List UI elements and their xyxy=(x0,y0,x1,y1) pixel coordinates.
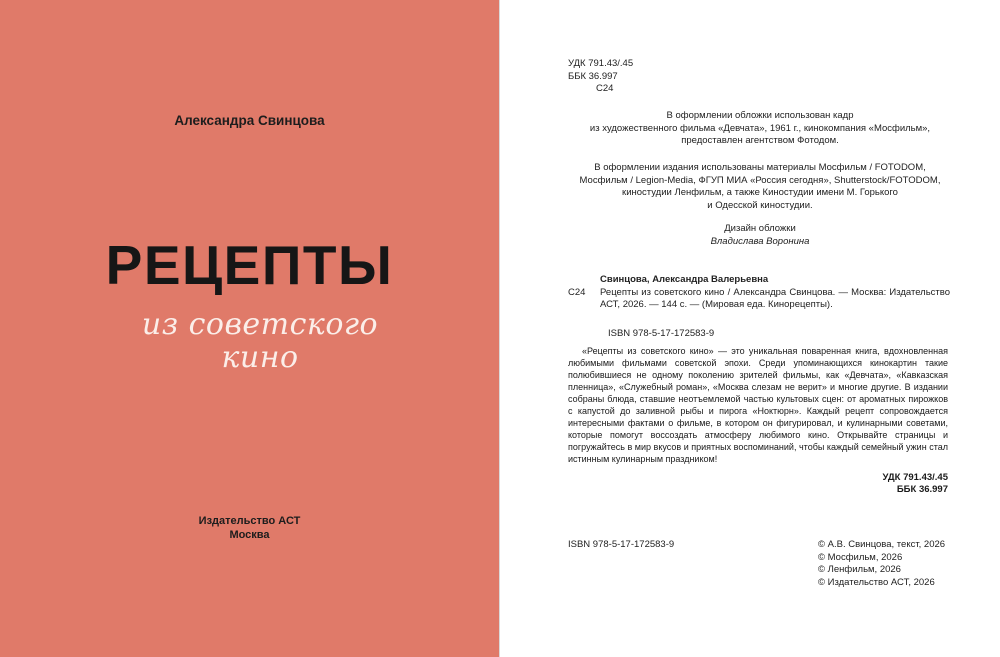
cover-city: Москва xyxy=(229,529,270,541)
annotation-bbk: ББК 36.997 xyxy=(896,484,948,495)
biblio-author: Свинцова, Александра Валерьевна xyxy=(600,274,769,285)
materials-credit-line: Мосфильм / Legion-Media, ФГУП МИА «Россия сегодня», Shutterstock/FOTODOM, xyxy=(579,174,941,186)
cover-publisher: Издательство АСТ xyxy=(198,515,301,527)
isbn-record: ISBN 978-5-17-172583-9 xyxy=(608,328,715,339)
copyright-block xyxy=(818,539,945,589)
materials-credit-line: В оформлении издания использованы материалы Мосфильм / FOTODOM, xyxy=(594,162,926,173)
udk-code: УДК 791.43/.45 xyxy=(568,58,634,69)
book-annotation: «Рецепты из советского кино» — это уникальная поваренная книга, вдохновленная любимыми фильмами советской эпохи. Среди упоминающихся кинокартин такие полюбившиеся не одному поколению зрителей фильмы, как «Девчата», «Кавказская пленница», «Служебный роман», «Москва слезам не верит» и многие другие. В издании собраны блюда, ставшие неотъемлемой частью культовых сцен: от ароматных пирожков с капустой до заливной рыбы и пирога «Ноктюрн». Каждый рецепт сопровождается интересными фактами о фильме, в котором он фигурировал, и кулинарными советами, которые помогут воссоздать атмосферу любимого кино. Открывайте страницы и погружайтесь в мир вкусов и приятных воспоминаний, чтобы каждый семейный ужин стал истинным кулинарным праздником! xyxy=(568,346,948,464)
cover-credit-line: из художественного фильма «Девчата», 1961 г., кинокомпания «Мосфильм», xyxy=(589,122,931,134)
cover-subtitle: из советского кино xyxy=(141,307,379,375)
bbk-code: ББК 36.997 xyxy=(568,70,618,82)
cover-credit-line: В оформлении обложки использован кадр xyxy=(666,110,854,121)
cover-design-credit xyxy=(520,223,1000,248)
cover-credit-note xyxy=(520,110,1000,148)
designer-name: Владислава Воронина xyxy=(710,235,810,247)
annotation-codes xyxy=(700,472,948,496)
cover-title: РЕЦЕПТЫ xyxy=(105,234,394,296)
materials-credit-line: киностудии Ленфильм, а также Киностудии имени М. Горького xyxy=(622,187,898,198)
annotation-udk: УДК 791.43/.45 xyxy=(882,472,948,483)
classification-codes xyxy=(568,58,633,96)
design-label: Дизайн обложки xyxy=(724,223,796,234)
isbn-bottom: ISBN 978-5-17-172583-9 xyxy=(568,539,675,550)
copyright-line: © Мосфильм, 2026 xyxy=(818,551,903,563)
bibliographic-record xyxy=(568,274,950,312)
copyright-line: © Издательство АСТ, 2026 xyxy=(818,576,935,588)
cover-author: Александра Свинцова xyxy=(174,113,325,128)
cover-page xyxy=(0,0,499,657)
biblio-description: Рецепты из советского кино / Александра Свинцова. — Москва: Издательство АСТ, 2026. — 144 с. — (Мировая еда. Кинорецепты). xyxy=(600,286,950,310)
cover-publisher-block xyxy=(0,514,499,542)
materials-credit-note xyxy=(520,162,1000,212)
materials-credit-line: и Одесской киностудии. xyxy=(707,199,813,211)
copyright-line: © А.В. Свинцова, текст, 2026 xyxy=(818,539,946,550)
cover-credit-line: предоставлен агентством Фотодом. xyxy=(681,135,839,146)
biblio-row xyxy=(568,287,950,312)
copyright-line: © Ленфильм, 2026 xyxy=(818,564,901,575)
biblio-index: С24 xyxy=(568,286,586,298)
author-mark: С24 xyxy=(596,83,614,94)
